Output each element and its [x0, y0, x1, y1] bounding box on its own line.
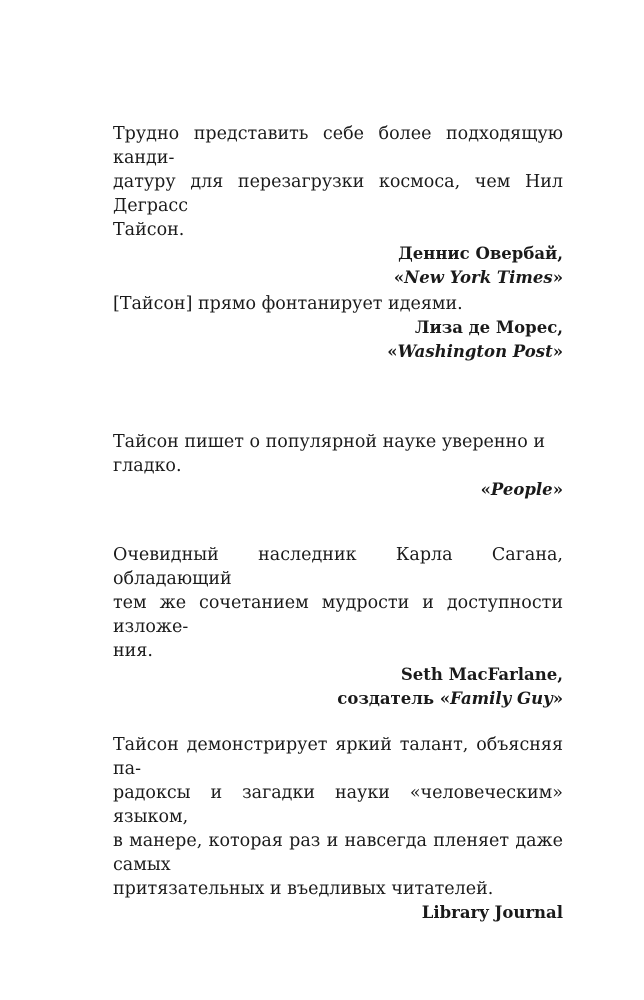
quote-block — [113, 430, 563, 502]
quote-line: Трудно представить себе более подходящую канди- — [113, 124, 563, 168]
source-title: Family Guy — [450, 689, 553, 708]
quote-author: Seth MacFarlane, — [400, 665, 563, 684]
quote-source — [113, 478, 563, 502]
quote-author: Лиза де Морес, — [414, 318, 563, 337]
source-quote-open: « — [480, 480, 491, 499]
quote-line: Тайсон пишет о популярной науке уверенно и гладко. — [113, 432, 545, 476]
source-role: создатель — [337, 689, 440, 708]
quote-text — [113, 292, 563, 316]
quote-text — [113, 430, 563, 478]
quote-author: Library Journal — [421, 903, 563, 922]
quote-line: Тайсон демонстрирует яркий талант, объясняя па- — [113, 735, 563, 779]
quote-line: [Тайсон] прямо фонтанирует идеями. — [113, 294, 463, 314]
quote-line: притязательных и въедливых читателей. — [113, 879, 494, 899]
source-quote-close: » — [552, 689, 563, 708]
quote-line: ния. — [113, 641, 153, 661]
quote-block — [113, 733, 563, 925]
source-quote-open: « — [393, 268, 405, 287]
quote-line: в манере, которая раз и навсегда пленяет даже самых — [113, 831, 563, 875]
source-title: Washington Post — [397, 342, 553, 361]
quote-line: датуру для перезагрузки космоса, чем Нил Деграсс — [113, 172, 563, 216]
quote-text — [113, 543, 563, 663]
quote-line: радоксы и загадки науки «человеческим» языком, — [113, 783, 563, 827]
quote-line: тем же сочетанием мудрости и доступности изложе- — [113, 593, 563, 637]
source-quote-open: « — [439, 689, 451, 708]
quote-text — [113, 733, 563, 901]
quote-block — [113, 122, 563, 290]
quote-source — [113, 266, 563, 290]
quote-line: Очевидный наследник Карла Сагана, обладающий — [113, 545, 563, 589]
source-title: People — [490, 480, 553, 499]
source-quote-close: » — [552, 342, 563, 361]
quote-block — [113, 543, 563, 711]
quote-block — [113, 292, 563, 364]
source-quote-close: » — [552, 268, 563, 287]
quote-source — [113, 687, 563, 711]
quote-author: Деннис Овербай, — [398, 244, 563, 263]
quote-line: Тайсон. — [113, 220, 185, 240]
source-title: New York Times — [404, 268, 553, 287]
quote-source — [113, 340, 563, 364]
quote-text — [113, 122, 563, 242]
source-quote-close: » — [552, 480, 563, 499]
source-quote-open: « — [387, 342, 398, 361]
